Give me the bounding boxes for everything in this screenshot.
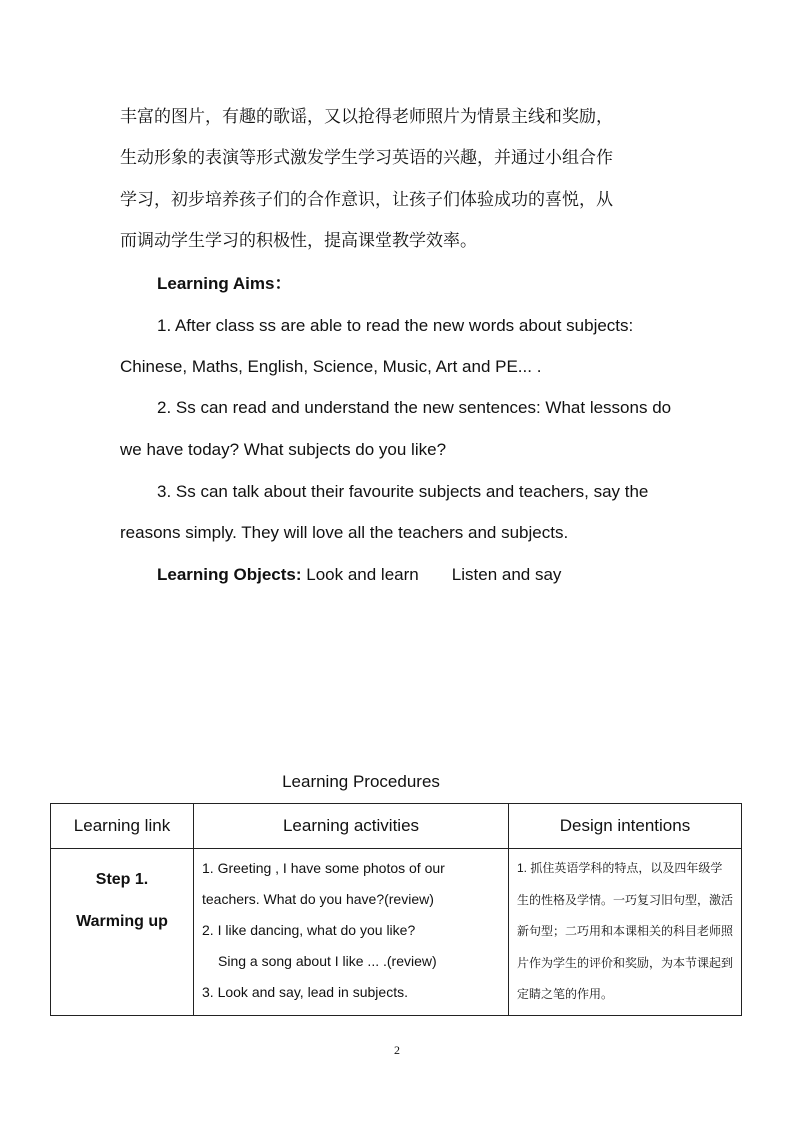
learning-objects: [157, 565, 717, 585]
intention-cell: 1. 抓住英语学科的特点，以及四年级学生的性格及学情。一巧复习旧句型，激活新句型；二巧用和本课相关的科目老师照片作为学生的评价和奖励，为本节课起到定睛之笔的作用。: [509, 849, 742, 1016]
aim-2-line-1: 2. Ss can read and understand the new sentences: What lessons do: [157, 398, 672, 417]
table-row: [51, 849, 742, 1016]
activity-line: 2. I like dancing, what do you like?: [202, 922, 416, 938]
table-header-row: [51, 804, 742, 849]
aim-3-line-2: reasons simply. They will love all the teachers and subjects.: [120, 523, 569, 542]
activities-cell: [194, 849, 509, 1016]
objects-label: Learning Objects:: [157, 565, 302, 584]
activity-line: 1. Greeting , I have some photos of our: [202, 860, 445, 876]
aim-1-line-1: 1. After class ss are able to read the new words about subjects:: [157, 316, 634, 335]
step-cell: [51, 849, 194, 1016]
intro-line: 学习，初步培养孩子们的合作意识，让孩子们体验成功的喜悦，从: [120, 190, 613, 209]
procedures-table: [50, 803, 742, 1016]
aims-heading: Learning Aims：: [157, 274, 292, 293]
page-number: 2: [394, 1043, 400, 1057]
intro-line: 丰富的图片，有趣的歌谣，又以抢得老师照片为情景主线和奖励，: [120, 107, 613, 126]
header-learning-activities: Learning activities: [194, 804, 509, 849]
activity-line: Sing a song about I like ... .(review): [218, 953, 437, 969]
step-number: Step 1.: [95, 871, 149, 888]
header-learning-link: Learning link: [51, 804, 194, 849]
intro-line: 而调动学生学习的积极性，提高课堂教学效率。: [120, 231, 477, 250]
header-design-intentions: Design intentions: [509, 804, 742, 849]
aim-1-line-2: Chinese, Maths, English, Science, Music, Art and PE... .: [120, 357, 542, 376]
procedures-title: Learning Procedures: [282, 772, 440, 791]
step-name: Warming up: [76, 913, 168, 930]
activity-line: teachers. What do you have?(review): [202, 891, 434, 907]
intro-line: 生动形象的表演等形式激发学生学习英语的兴趣，并通过小组合作: [120, 148, 613, 167]
objects-value: Look and learn Listen and say: [301, 565, 562, 584]
aim-3-line-1: 3. Ss can talk about their favourite subjects and teachers, say the: [157, 482, 649, 501]
aim-2-line-2: we have today? What subjects do you like?: [120, 440, 447, 459]
activity-line: 3. Look and say, lead in subjects.: [202, 984, 408, 1000]
